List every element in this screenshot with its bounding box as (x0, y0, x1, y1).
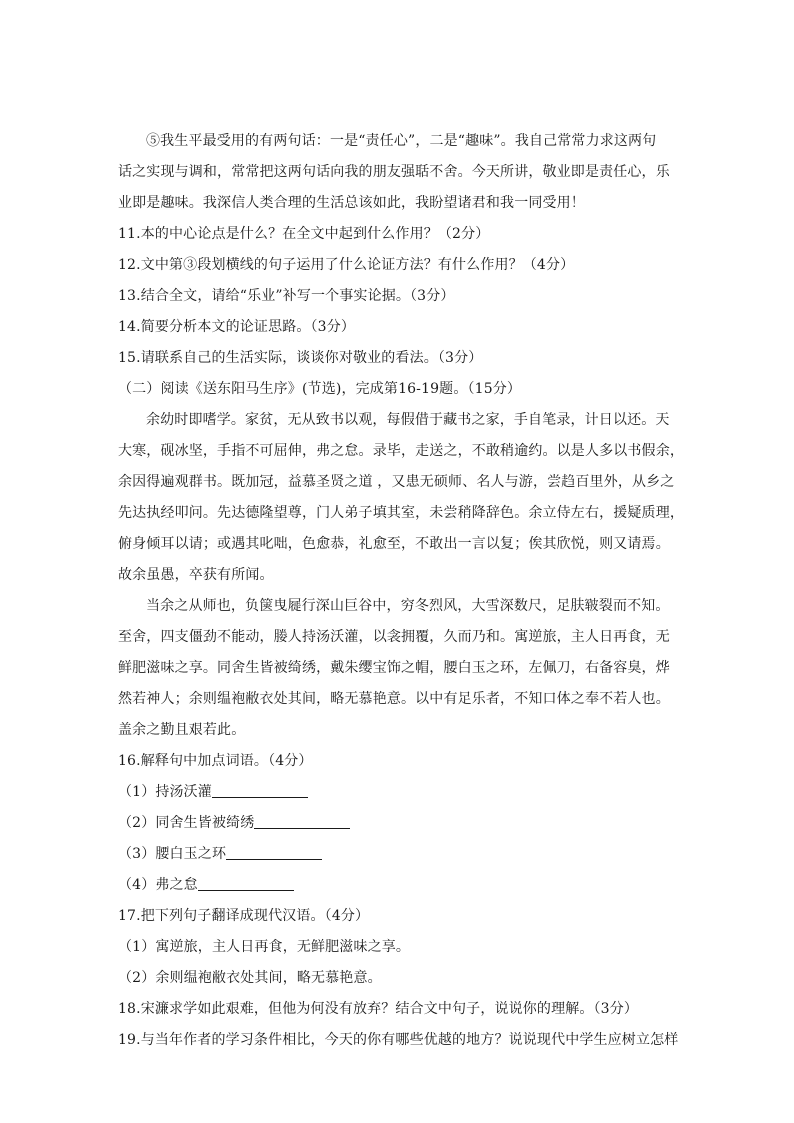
section2-header: （二）阅读《送东阳马生序》(节选)，完成第16-19题。（15分） (118, 381, 522, 397)
passage-p2-line-5: 盖余之勤且艰若此。 (118, 722, 246, 738)
question-14: 14.简要分析本文的论证思路。（3分） (118, 319, 356, 335)
q16-item-4-text: （4）弗之怠 (118, 877, 198, 893)
answer-blank-2[interactable] (254, 812, 350, 829)
question-11: 11.本的中心论点是什么？在全文中起到什么作用？（2分） (118, 226, 490, 242)
q16-item-3-text: （3）腰白玉之环 (118, 846, 227, 862)
passage-p1-line-6: 故余虽愚，卒获有所闻。 (118, 567, 274, 583)
passage-p1-line-3: 余因得遍观群书。既加冠，益慕圣贤之道 ，又患无硕师、名人与游，尝趋百里外，从乡之 (118, 474, 675, 490)
question-16-item-3 (118, 839, 678, 870)
question-15: 15.请联系自己的生活实际，谈谈你对敬业的看法。（3分） (118, 350, 483, 366)
passage-p1-line-4: 先达执经叩问。先达德隆望尊，门人弟子填其室，未尝稍降辞色。余立侍左右，援疑质理， (118, 505, 684, 521)
answer-blank-3[interactable] (226, 843, 322, 860)
passage-p2-line-2: 至舍，四支僵劲不能动，媵人持汤沃灌，以衾拥覆，久而乃和。寓逆旅，主人日再食，无 (118, 629, 670, 645)
question-19: 19.与当年作者的学习条件相比，今天的你有哪些优越的地方？说说现代中学生应树立怎样 (118, 1032, 679, 1048)
passage-p2-line-3: 鲜肥滋味之享。同舍生皆被绮绣，戴朱缨宝饰之帽，腰白玉之环，左佩刀，右备容臭，烨 (118, 660, 670, 676)
para5-line-3: 业即是趣味。我深信人类合理的生活总该如此，我盼望诸君和我一同受用！ (118, 195, 585, 211)
passage-p2-line-1: 当余之从师也，负箧曳屣行深山巨谷中，穷冬烈风，大雪深数尺，足肤皲裂而不知。 (146, 598, 670, 614)
para5-line-1: ⑤我生平最受用的有两句话：一是“责任心”，二是“趣味”。我自己常常力求这两句 (146, 133, 657, 149)
q16-item-2-text: （2）同舍生皆被绮绣 (118, 815, 255, 831)
para5-line-2: 话之实现与调和，常常把这两句话向我的朋友强聒不舍。今天所讲，敬业即是责任心，乐 (118, 164, 670, 180)
document-page (118, 126, 684, 1056)
question-12: 12.文中第③段划横线的句子运用了什么论证方法？有什么作用？（4分） (118, 257, 575, 273)
answer-blank-4[interactable] (198, 874, 294, 891)
question-16-item-1 (118, 777, 678, 808)
question-13: 13.结合全文，请给“乐业”补写一个事实论据。（3分） (118, 288, 455, 304)
question-17-item-1: （1）寓逆旅，主人日再食，无鲜肥滋味之享。 (118, 939, 411, 955)
question-16-item-2 (118, 808, 678, 839)
question-18: 18.宋濂求学如此艰难，但他为何没有放弃？结合文中句子，说说你的理解。（3分） (118, 1001, 639, 1017)
q16-item-1-text: （1）持汤沃灌 (118, 784, 212, 800)
passage-p2-line-4: 然若神人；余则缊袍敝衣处其间，略无慕艳意。以中有足乐者，不知口体之奉不若人也。 (118, 691, 670, 707)
passage-p1-line-1: 余幼时即嗜学。家贫，无从致书以观，每假借于藏书之家，手自笔录，计日以还。天 (146, 412, 670, 428)
answer-blank-1[interactable] (212, 781, 308, 798)
question-17: 17.把下列句子翻译成现代汉语。（4分） (118, 908, 370, 924)
passage-p1-line-2: 大寒，砚冰坚，手指不可屈伸，弗之怠。录毕，走送之，不敢稍逾约。以是人多以书假余， (118, 443, 684, 459)
passage-p1-line-5: 俯身倾耳以请；或遇其叱咄，色愈恭，礼愈至，不敢出一言以复；俟其欣悦，则又请焉。 (118, 536, 670, 552)
question-16-item-4 (118, 870, 678, 901)
question-16: 16.解释句中加点词语。（4分） (118, 753, 313, 769)
question-17-item-2: （2）余则缊袍敝衣处其间，略无慕艳意。 (118, 970, 382, 986)
